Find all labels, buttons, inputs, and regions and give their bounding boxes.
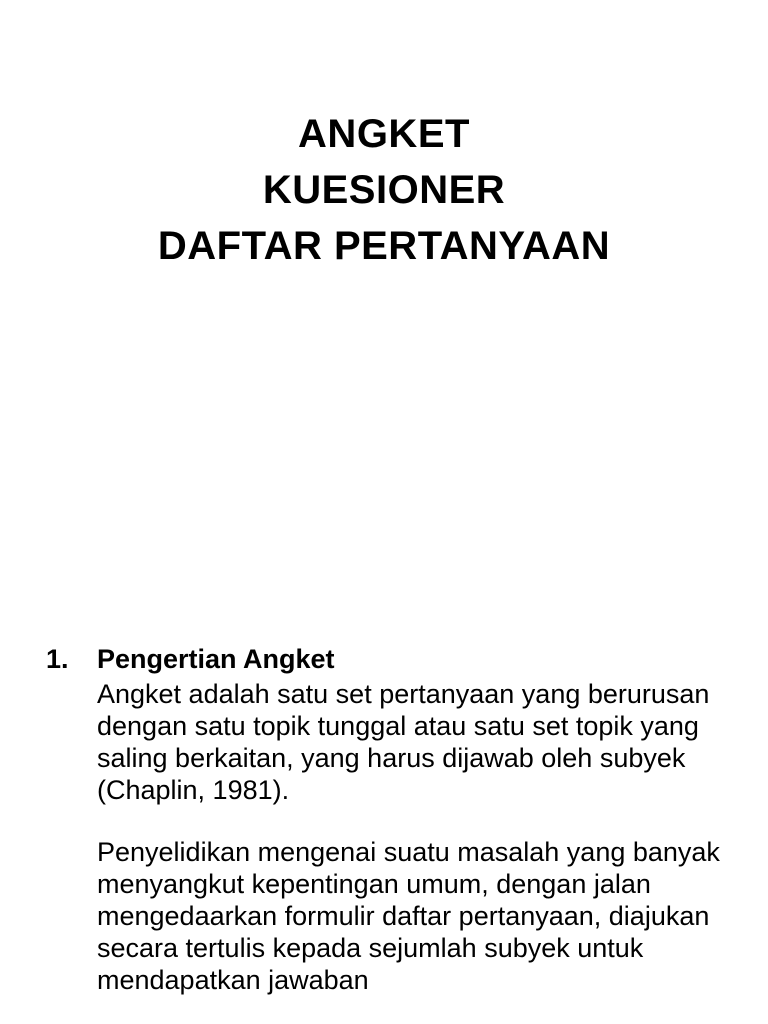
title-block <box>0 106 768 274</box>
section-number: 1. <box>46 644 69 674</box>
section-heading-text: Pengertian Angket <box>97 644 335 674</box>
title-line-3: DAFTAR PERTANYAAN <box>157 224 611 268</box>
title-line-2: KUESIONER <box>262 168 506 212</box>
section-pengertian-angket <box>46 640 746 996</box>
section-heading <box>46 640 746 678</box>
paragraph-definition: Angket adalah satu set pertanyaan yang berurusan dengan satu topik tunggal atau satu set topik yang saling berkaitan, yang harus dijawab oleh subyek (Chaplin, 1981). <box>97 679 710 805</box>
title-line-1: ANGKET <box>298 112 470 156</box>
paragraph-investigation: Penyelidikan mengenai suatu masalah yang banyak menyangkut kepentingan umum, dengan jalan mengedaarkan formulir daftar pertanyaan, diajukan secara tertulis kepada sejumlah subyek untuk mendapatkan jawaban <box>97 837 720 995</box>
